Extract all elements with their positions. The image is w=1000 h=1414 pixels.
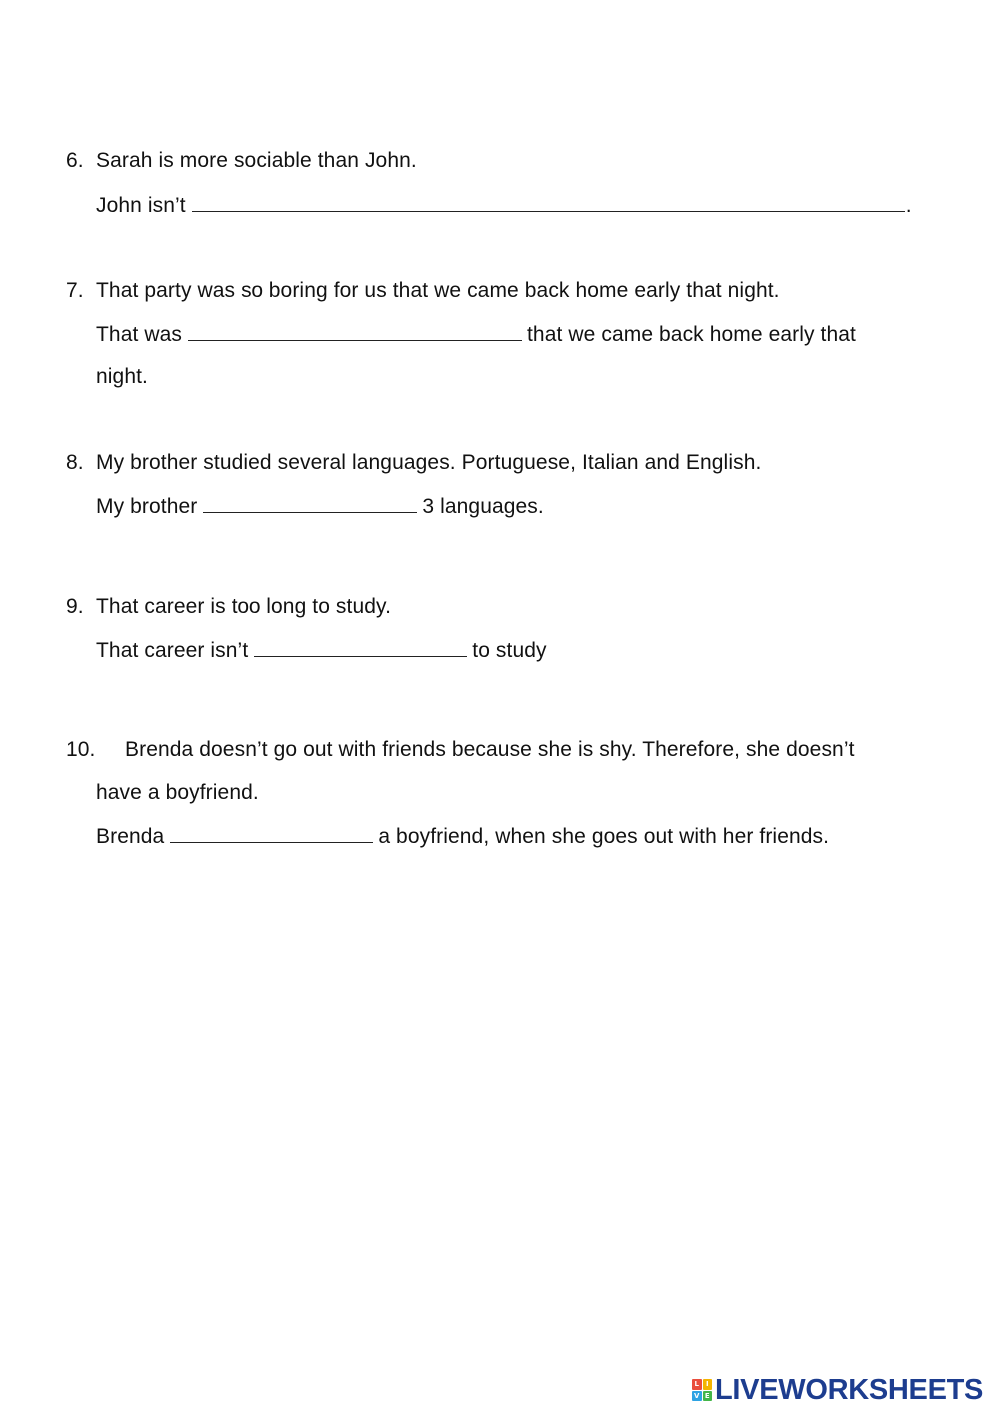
answer-start: That was <box>96 323 182 346</box>
answer-blank[interactable] <box>188 322 522 341</box>
question-8-answer <box>96 494 544 519</box>
logo-mark-v: V <box>692 1391 702 1402</box>
prompt-text: Sarah is more sociable than John. <box>96 149 417 172</box>
question-number: 6. <box>66 149 84 172</box>
question-10-number <box>66 738 96 762</box>
question-number: 8. <box>66 451 84 474</box>
keyword: too <box>231 595 261 618</box>
prompt-text: boring for us that we came back home early that night. <box>268 279 780 302</box>
question-6-answer <box>96 193 912 218</box>
question-7-answer-continued <box>96 365 148 389</box>
logo-wordmark: LIVEWORKSHEETS <box>715 1374 984 1406</box>
liveworksheets-logo <box>692 1374 983 1406</box>
answer-end: to study <box>472 639 547 662</box>
question-7-answer <box>96 322 856 347</box>
question-8-number <box>66 451 84 475</box>
answer-end: 3 languages. <box>422 495 544 518</box>
question-7-number <box>66 279 84 303</box>
question-7-prompt <box>96 279 780 303</box>
answer-end: . <box>905 194 912 217</box>
question-number: 10. <box>66 738 96 761</box>
answer-start: My brother <box>96 495 198 518</box>
question-10-prompt-continued <box>96 781 259 805</box>
answer-blank[interactable] <box>192 193 905 212</box>
logo-mark-l: L <box>692 1379 702 1390</box>
logo-mark-icon <box>692 1379 712 1401</box>
answer-start: That career isn’t <box>96 639 249 662</box>
question-6-prompt-text <box>96 149 417 173</box>
prompt-text: My brother studied several languages. Portuguese, Italian and English. <box>96 451 762 474</box>
answer-continued: night. <box>96 365 148 388</box>
question-number: 7. <box>66 279 84 302</box>
question-10-answer <box>96 824 829 849</box>
keyword: so <box>241 279 263 302</box>
question-10-prompt <box>125 738 855 762</box>
logo-mark-e: E <box>703 1391 713 1402</box>
prompt-text: long to study. <box>266 595 392 618</box>
prompt-text: That career is <box>96 595 226 618</box>
answer-blank[interactable] <box>254 638 467 657</box>
question-9-number <box>66 595 84 619</box>
answer-blank[interactable] <box>170 824 373 843</box>
prompt-text: That party was <box>96 279 236 302</box>
answer-end: a boyfriend, when she goes out with her friends. <box>378 825 830 848</box>
logo-mark-i: I <box>703 1379 713 1390</box>
prompt-text: have a boyfriend. <box>96 781 259 804</box>
question-8-prompt <box>96 451 761 475</box>
question-9-prompt <box>96 595 391 619</box>
answer-start: Brenda <box>96 825 165 848</box>
answer-blank[interactable] <box>203 494 417 513</box>
question-number: 9. <box>66 595 84 618</box>
prompt-text: Brenda doesn’t go out with friends because she is shy. Therefore, she doesn’t <box>125 738 855 761</box>
question-9-answer <box>96 638 547 663</box>
answer-start: John isn’t <box>96 194 186 217</box>
answer-end: that we came back home early that <box>527 323 856 346</box>
question-6-prompt <box>66 149 84 173</box>
